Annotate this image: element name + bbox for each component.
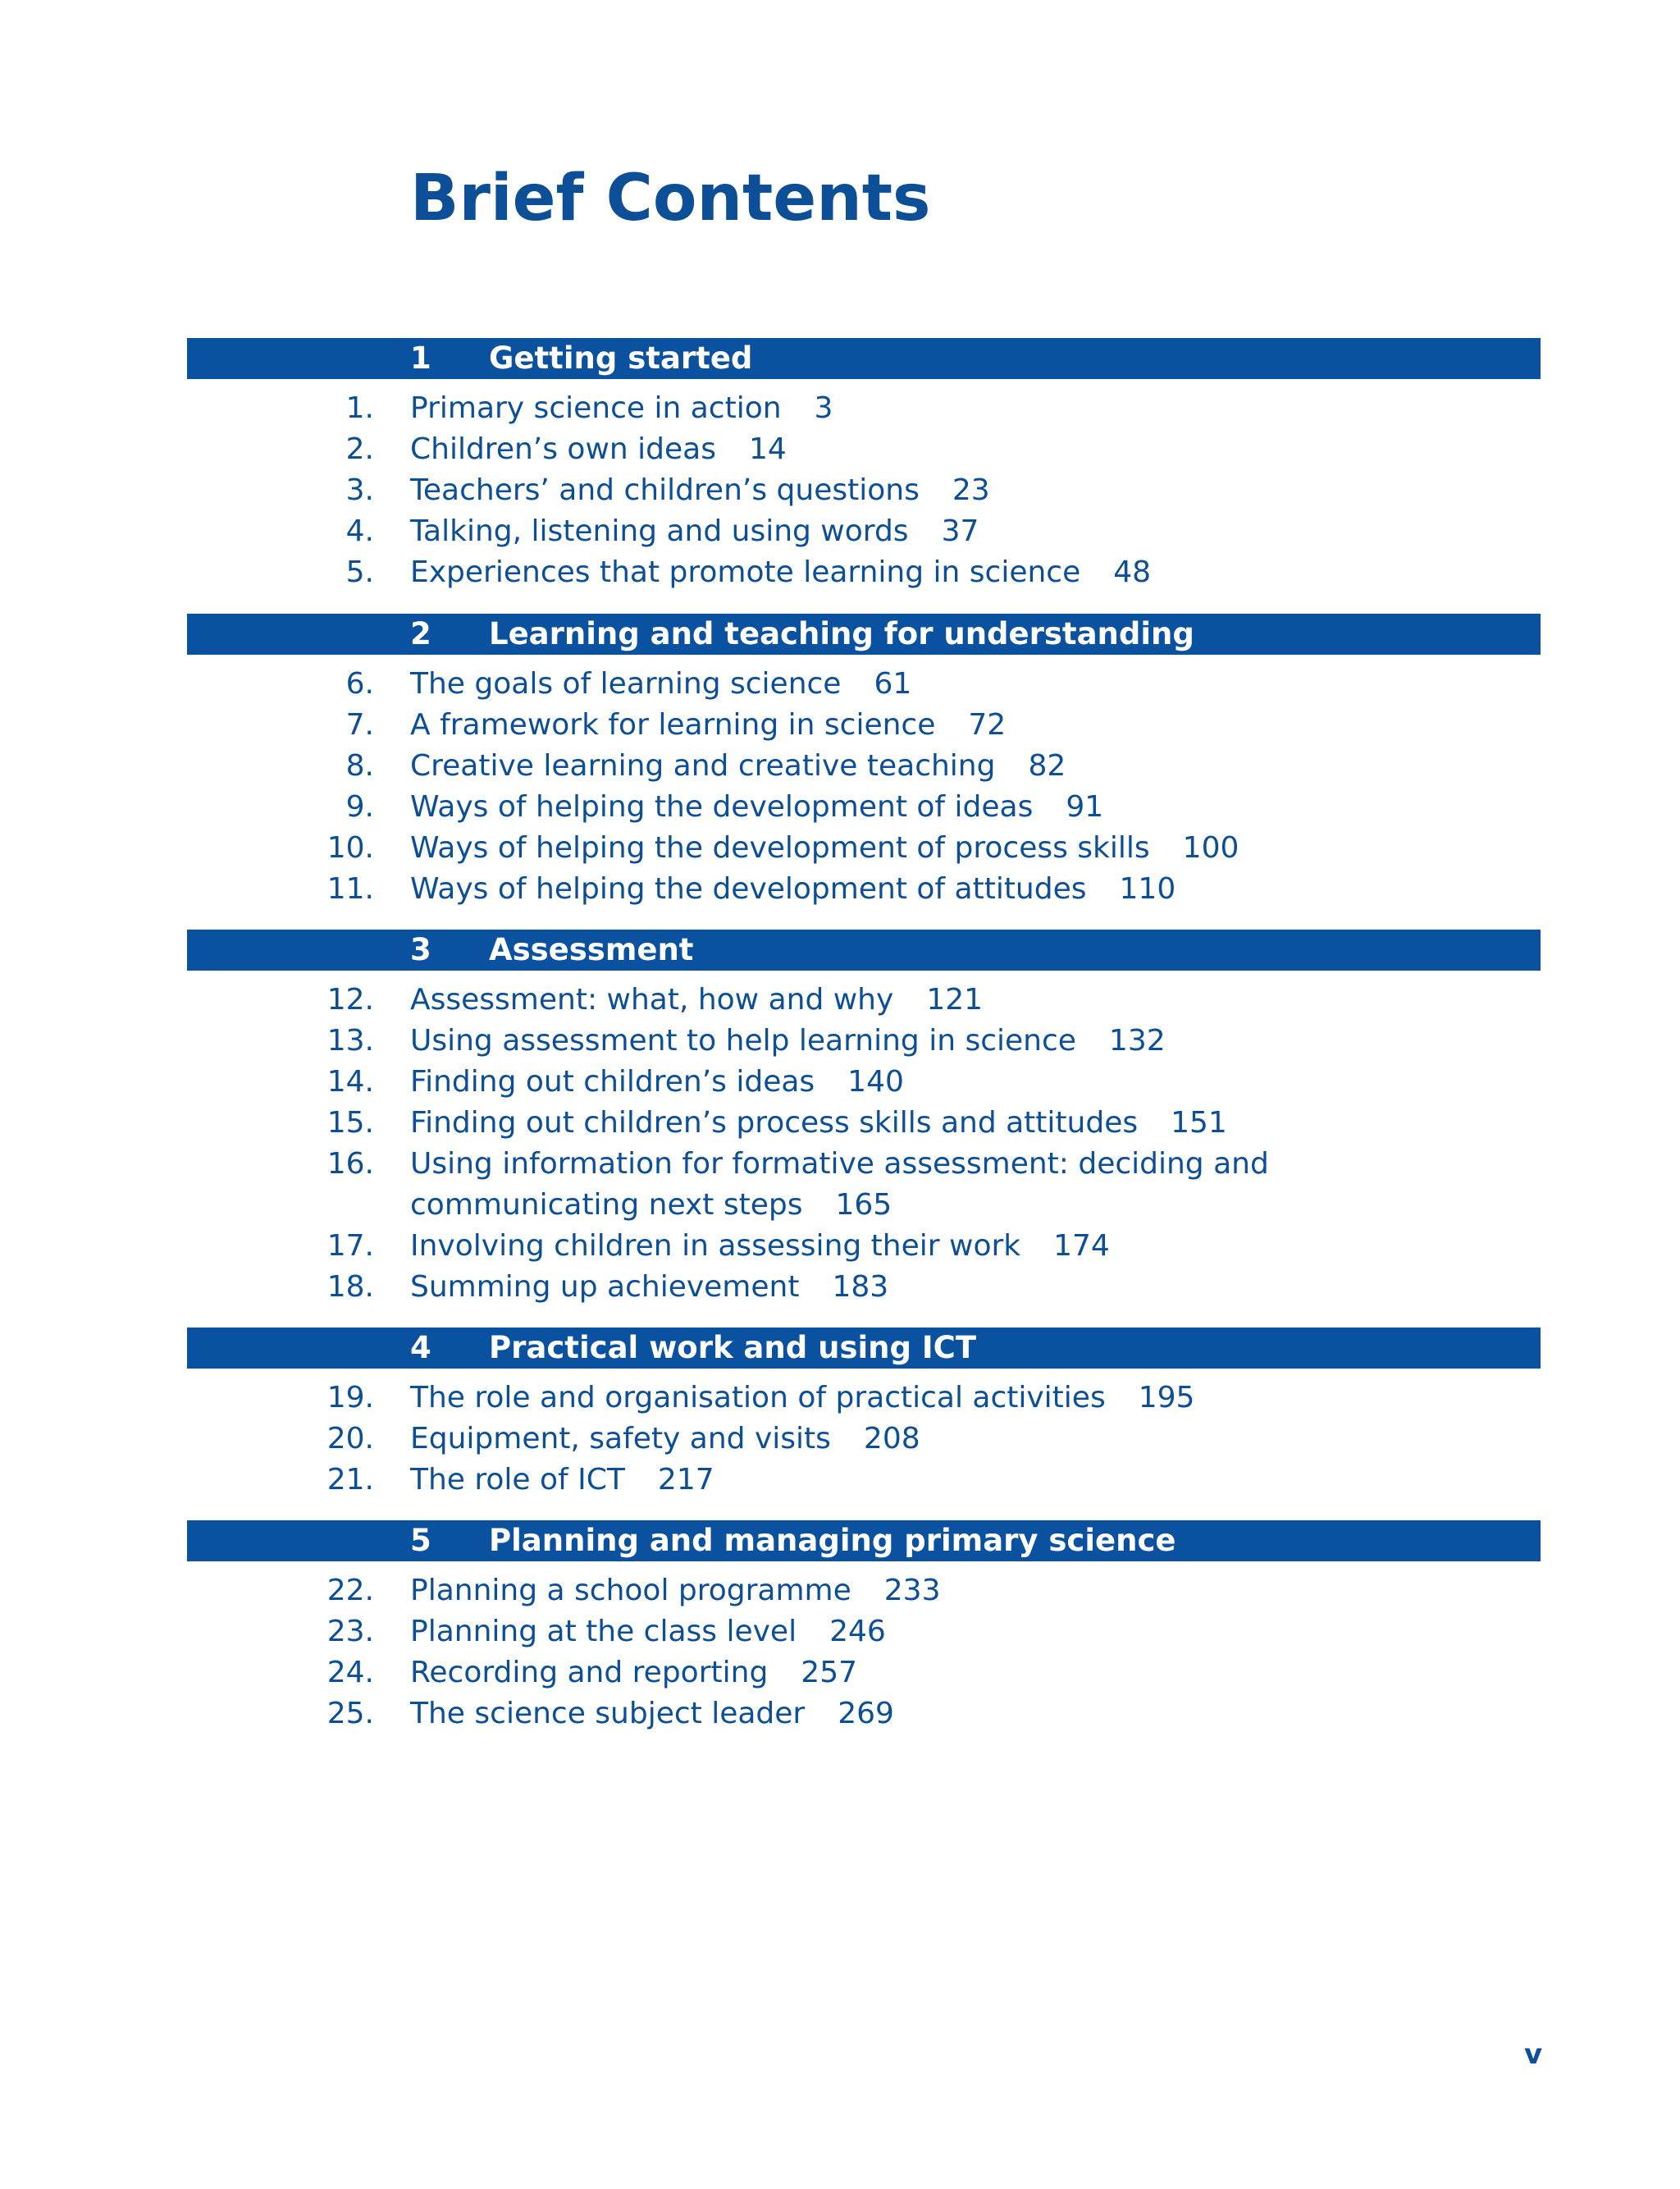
chapter-page: 217 bbox=[657, 1463, 714, 1497]
chapter-page: 208 bbox=[863, 1422, 920, 1456]
chapter-number: 4. bbox=[345, 514, 374, 548]
chapter-title: Involving children in assessing their work bbox=[410, 1229, 1021, 1263]
chapter-page: 91 bbox=[1066, 790, 1104, 824]
chapter-title: The goals of learning science bbox=[410, 667, 842, 701]
chapter-number: 8. bbox=[345, 749, 374, 783]
part-title: Learning and teaching for understanding bbox=[489, 616, 1194, 651]
chapter-title: Experiences that promote learning in science bbox=[410, 555, 1081, 589]
chapter-number: 9. bbox=[345, 790, 374, 824]
chapter-number: 16. bbox=[326, 1147, 374, 1181]
chapter-title: Planning a school programme bbox=[410, 1574, 851, 1607]
chapter-title: The science subject leader bbox=[410, 1697, 806, 1730]
chapter-title: Finding out children’s process skills and attitudes bbox=[410, 1106, 1139, 1140]
part-number: 3 bbox=[410, 932, 431, 967]
part-header bbox=[187, 1520, 1541, 1561]
chapter-title: Ways of helping the development of attitudes bbox=[410, 872, 1087, 906]
chapter-number: 5. bbox=[345, 555, 374, 589]
chapter-number: 15. bbox=[326, 1106, 374, 1140]
chapter-page: 233 bbox=[883, 1574, 941, 1607]
chapter-page: 140 bbox=[847, 1065, 904, 1099]
chapter-title: Children’s own ideas bbox=[410, 432, 716, 466]
chapter-title: Finding out children’s ideas bbox=[410, 1065, 815, 1099]
chapter-title: The role and organisation of practical activities bbox=[410, 1381, 1106, 1414]
chapter-number: 1. bbox=[345, 391, 374, 425]
chapter-page: 48 bbox=[1113, 555, 1152, 589]
chapter-page: 72 bbox=[968, 708, 1007, 742]
part-header bbox=[187, 614, 1541, 655]
chapter-page: 100 bbox=[1182, 831, 1239, 865]
chapter-title: A framework for learning in science bbox=[410, 708, 936, 742]
chapter-title: Equipment, safety and visits bbox=[410, 1422, 831, 1456]
chapter-page: 165 bbox=[835, 1188, 892, 1222]
part-number: 5 bbox=[410, 1523, 431, 1558]
chapter-page: 269 bbox=[838, 1697, 894, 1730]
chapter-number: 20. bbox=[326, 1422, 374, 1456]
chapter-number: 7. bbox=[345, 708, 374, 742]
chapter-number: 23. bbox=[326, 1615, 374, 1648]
part-header bbox=[187, 930, 1541, 971]
chapter-title: Teachers’ and children’s questions bbox=[410, 473, 920, 507]
chapter-title: Primary science in action bbox=[410, 391, 782, 425]
chapter-page: 23 bbox=[952, 473, 990, 507]
part-number: 4 bbox=[410, 1330, 431, 1365]
chapter-page: 37 bbox=[941, 514, 979, 548]
chapter-page: 151 bbox=[1171, 1106, 1227, 1140]
chapter-page: 183 bbox=[832, 1270, 889, 1304]
part-header bbox=[187, 338, 1541, 379]
page-title: Brief Contents bbox=[410, 162, 931, 235]
part-title: Practical work and using ICT bbox=[489, 1330, 977, 1365]
page-folio: v bbox=[1524, 2038, 1543, 2071]
chapter-title: Summing up achievement bbox=[410, 1270, 800, 1304]
chapter-title: Using information for formative assessment: deciding and communicating next steps bbox=[410, 1147, 1269, 1222]
chapter-title: Creative learning and creative teaching bbox=[410, 749, 996, 783]
chapter-page: 82 bbox=[1028, 749, 1066, 783]
chapter-page: 110 bbox=[1119, 872, 1176, 906]
chapter-page: 61 bbox=[874, 667, 912, 701]
part-title: Assessment bbox=[489, 932, 694, 967]
part-title: Planning and managing primary science bbox=[489, 1523, 1176, 1558]
chapter-number: 11. bbox=[326, 872, 374, 906]
chapter-page: 14 bbox=[748, 432, 787, 466]
chapter-title: Ways of helping the development of process skills bbox=[410, 831, 1150, 865]
chapter-number: 14. bbox=[326, 1065, 374, 1099]
chapter-page: 195 bbox=[1138, 1381, 1195, 1414]
chapter-number: 25. bbox=[326, 1697, 374, 1730]
chapter-page: 121 bbox=[926, 983, 984, 1017]
chapter-page: 246 bbox=[829, 1615, 886, 1648]
chapter-number: 19. bbox=[326, 1381, 374, 1414]
chapter-title: The role of ICT bbox=[410, 1463, 625, 1497]
chapter-number: 18. bbox=[326, 1270, 374, 1304]
chapter-number: 24. bbox=[326, 1656, 374, 1689]
chapter-number: 21. bbox=[326, 1463, 374, 1497]
part-title: Getting started bbox=[489, 340, 753, 376]
chapter-number: 12. bbox=[326, 983, 374, 1017]
chapter-number: 13. bbox=[326, 1024, 374, 1058]
chapter-number: 2. bbox=[345, 432, 374, 466]
chapter-number: 10. bbox=[326, 831, 374, 865]
chapter-page: 174 bbox=[1053, 1229, 1110, 1263]
chapter-title: Planning at the class level bbox=[410, 1615, 797, 1648]
chapter-number: 22. bbox=[326, 1574, 374, 1607]
part-number: 1 bbox=[410, 340, 431, 376]
chapter-page: 132 bbox=[1108, 1024, 1166, 1058]
chapter-title: Assessment: what, how and why bbox=[410, 983, 894, 1017]
chapter-number: 6. bbox=[345, 667, 374, 701]
chapter-page: 257 bbox=[801, 1656, 858, 1689]
chapter-title: Talking, listening and using words bbox=[410, 514, 909, 548]
chapter-page: 3 bbox=[814, 391, 833, 425]
chapter-number: 3. bbox=[345, 473, 374, 507]
chapter-title: Recording and reporting bbox=[410, 1656, 769, 1689]
chapter-title: Ways of helping the development of ideas bbox=[410, 790, 1034, 824]
chapter-title: Using assessment to help learning in science bbox=[410, 1024, 1076, 1058]
part-number: 2 bbox=[410, 616, 431, 651]
chapter-number: 17. bbox=[326, 1229, 374, 1263]
part-header bbox=[187, 1328, 1541, 1369]
